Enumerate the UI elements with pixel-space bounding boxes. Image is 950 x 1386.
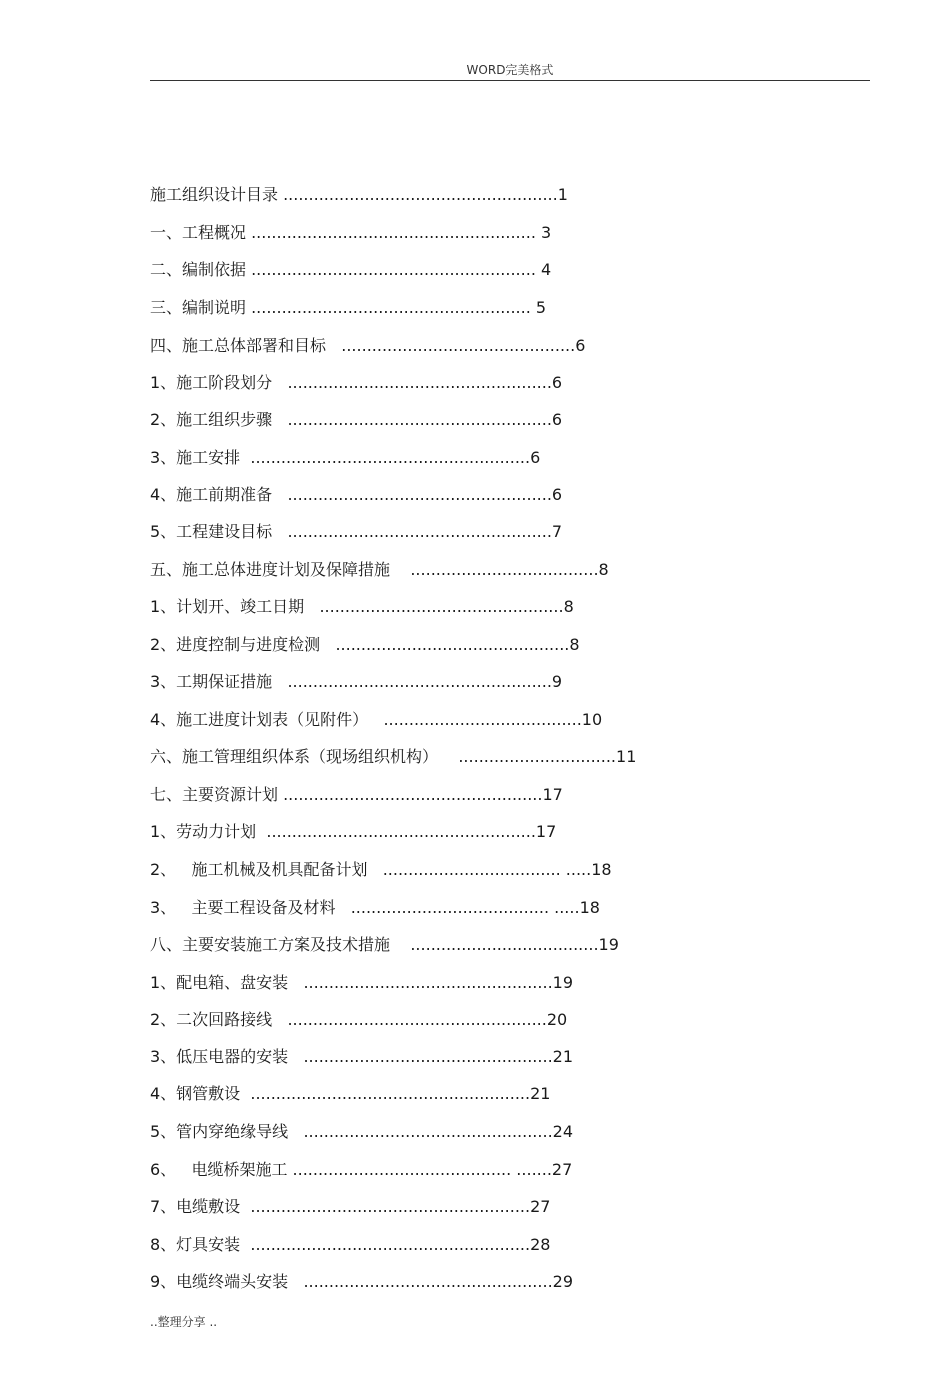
toc-entry: 一、工程概况 ........................................................ 3 — [150, 223, 552, 242]
toc-entry: 七、主要资源计划 ...................................................17 — [150, 785, 563, 804]
toc-entry: 1、劳动力计划 .....................................................17 — [150, 822, 557, 841]
toc-entry: 8、灯具安装 .......................................................28 — [150, 1235, 551, 1254]
toc-entry: 4、施工进度计划表（见附件） .......................................10 — [150, 710, 603, 729]
toc-entry: 八、主要安装施工方案及技术措施 .....................................19 — [150, 935, 619, 954]
toc-entry: 3、工期保证措施 ....................................................9 — [150, 672, 563, 691]
toc-entry: 三、编制说明 ....................................................... 5 — [150, 298, 547, 317]
toc-entry: 3、低压电器的安装 .................................................21 — [150, 1047, 574, 1066]
page-footer: ..整理分享 .. — [150, 1315, 218, 1329]
page-header — [150, 60, 870, 81]
toc-entry: 1、施工阶段划分 ....................................................6 — [150, 373, 563, 392]
toc-entry: 9、电缆终端头安装 .................................................29 — [150, 1272, 574, 1291]
toc-entry: 1、计划开、竣工日期 ................................................8 — [150, 597, 574, 616]
toc-entry: 4、施工前期准备 ....................................................6 — [150, 485, 563, 504]
toc-entry: 7、电缆敷设 .......................................................27 — [150, 1197, 551, 1216]
toc-entry: 2、二次回路接线 ...................................................20 — [150, 1010, 568, 1029]
toc-entry: 施工组织设计目录 ......................................................1 — [150, 185, 568, 204]
toc-entry: 2、施工组织步骤 ....................................................6 — [150, 410, 563, 429]
toc-entry: 2、 施工机械及机具配备计划 ................................... .....18 — [150, 860, 612, 879]
toc-entry: 4、钢管敷设 .......................................................21 — [150, 1084, 551, 1103]
toc-entry: 5、工程建设目标 ....................................................7 — [150, 522, 563, 541]
header-title: WORD完美格式 — [466, 63, 554, 77]
toc-entry: 1、配电箱、盘安装 .................................................19 — [150, 973, 574, 992]
toc-entry: 六、施工管理组织体系（现场组织机构） ...............................11 — [150, 747, 637, 766]
toc-entry: 四、施工总体部署和目标 ..............................................6 — [150, 336, 586, 355]
toc-entry: 五、施工总体进度计划及保障措施 .....................................8 — [150, 560, 609, 579]
toc-entry: 2、进度控制与进度检测 ..............................................8 — [150, 635, 580, 654]
toc-entry: 6、 电缆桥架施工 ........................................... .......27 — [150, 1160, 573, 1179]
toc-entry: 3、 主要工程设备及材料 ....................................... .....18 — [150, 898, 600, 917]
toc-entry: 3、施工安排 .......................................................6 — [150, 448, 541, 467]
toc-entry: 5、管内穿绝缘导线 .................................................24 — [150, 1122, 574, 1141]
toc-entry: 二、编制依据 ........................................................ 4 — [150, 260, 552, 279]
